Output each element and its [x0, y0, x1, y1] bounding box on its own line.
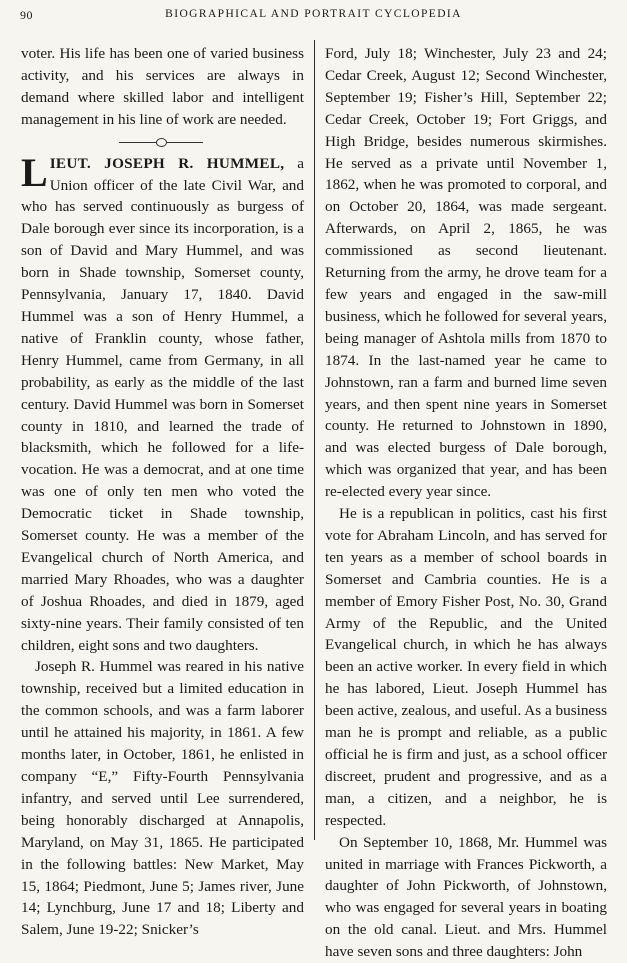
page-number: 90 [20, 8, 33, 22]
right-column [325, 43, 607, 963]
page-header [0, 0, 627, 34]
military-paragraph: Ford, July 18; Winchester, July 23 and 24; Cedar Creek, August 12; Second Winchester, September 19; Fisher’s Hill, September 22; Cedar Creek, October 19; Fort Griggs, and High Bridge, besides numerous skirmishes. He served as a private until November 1, 1862, when he was promoted to corporal, and on October 20, 1864, was made sergeant. Afterwards, on April 2, 1865, he was commissioned as second lieutenant. Returning from the army, he drove team for a few years and engaged in the saw-mill business, which he followed for several years, being manager of Ashtola mills from 1870 to 1874. In the last-named year he came to Johnstown, ran a farm and burned lime seven years, and then spent nine years in Somerset county. He returned to Johnstown in 1890, and was elected burgess of Dale borough, which was organized that year, and has been re-elected every year since. [325, 45, 607, 501]
biography-paragraph-1 [21, 149, 304, 657]
intro-paragraph: voter. His life has been one of varied business activity, and his services are always in demand where skilled labor and intelligent management in his line of work are needed. [21, 45, 304, 128]
marriage-paragraph: On September 10, 1868, Mr. Hummel was united in marriage with Frances Pickworth, a daughter of John Pickworth, of Johnstown, who was engaged for several years in boating on the old canal. Lieut. and Mrs. Hummel have seven sons and three daughters: John [325, 833, 607, 961]
subject-name: IEUT. JOSEPH R. HUMMEL, [49, 154, 285, 172]
ornament-icon [156, 138, 167, 147]
politics-paragraph: He is a republican in politics, cast his first vote for Abraham Lincoln, and has served for ten years as a member of school boards in Somerset and Cambria counties. He is a member of Emory Fisher Post, No. 30, Grand Army of the Republic, and the United Evangelical church, in which he has always been an active worker. In every field in which he has labored, Lieut. Joseph Hummel has been active, zealous, and useful. As a business man he is prompt and reliable, as a public official he is firm and just, as a school officer discreet, prudent and progressive, and as a man, a citizen, and a neighbor, he is respected. [325, 505, 607, 829]
biography-paragraph-2: Joseph R. Hummel was reared in his native township, received but a limited education in the common schools, and was a farm laborer until he attained his majority, in 1861. A few months later, in October, 1861, he enlisted in company “E,” Fifty-Fourth Pennsylvania infantry, and served until Lee surrendered, being honorably discharged at Annapolis, Maryland, on May 31, 1865. He participated in the following battles: New Market, May 15, 1864; Piedmont, June 5; James river, June 14; Lynchburg, June 17 and 18; Liberty and Salem, June 19-22; Snicker’s [21, 658, 304, 939]
running-title: BIOGRAPHICAL AND PORTRAIT CYCLOPEDIA [165, 8, 462, 20]
section-separator [21, 131, 304, 153]
left-column [21, 43, 304, 941]
biography-text-1: a Union officer of the late Civil War, and who has served continuously as burgess of Dale borough ever since its incorporation, is a son of David and Mary Hummel, and was born in Shade township, Somerset county, Pennsylvania, January 17, 1840. David Hummel was a son of Henry Hummel, a native of Franklin county, whose father, Henry Hummel, came from Germany, in all probability, as early as the middle of the last century. David Hummel was born in Somerset county in 1810, and learned the trade of blacksmith, which he followed for a life-vocation. He was a democrat, and at one time was one of only ten men who voted the Democratic ticket in Shade township, Somerset county. He was a member of the Evangelical church of North America, and married Mary Rhoades, who was a daughter of Joshua Rhoades, and died in 1879, aged sixty-nine years. Their family consisted of ten children, eight sons and two daughters. [21, 154, 304, 654]
drop-cap: L [21, 149, 48, 195]
column-divider [314, 40, 315, 840]
